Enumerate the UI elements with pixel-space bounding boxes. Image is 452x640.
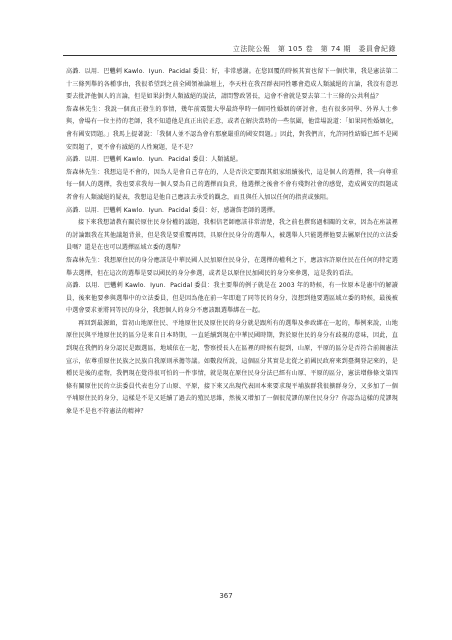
paragraph: 接下來我想請教有關於原住民身份權的議題，我相信老師應該非常清楚，我之前也撰寫過相關的文章，因為在座談裡的討論跟我在其他議題背景，但是我是要重覆再問，具原住民身分的選舉人，被選舉人只能選擇他要去屬原住民的立法委員嗎？還是在也可以選擇區域立委的選舉？ — [66, 219, 398, 252]
page-number: 367 — [219, 592, 233, 600]
paragraph: 再回到最源頭，當初山地原住民、平地原住民及原住民的身分就是跟所有的選舉及參政綁在一起的，舉例來說，山地原住民與平地原住民的區分是來自日本時期，一直延續到現在中華民國時期，對於原住民的身分有歧視的意味，因此，直到現在我們的身分認民是跟選區，地域依在一起，警察授長人在區裡的時候有提到，山原，平原的區分是否符合前揭憲法宣示，依尊重原住民族之民族自我原則承擔等議。如數段所說，這個區分其實是北從之前國民政府來到臺灣登記來的，是種民是後的產物，我們現在覺得很可怕的一件事情，就是現在原住民身分法已經有山原、平原的區分，憲法增修條文第四條有關原住民的立法委員代表也分了山原、平原，接下來又出現代表固本來要求現平埔族群我很擴群身分，又多加了一個平埔原住民的身分，這樣是不是又延續了過去的殖民思維，然後又增加了一個很荒謬的原住民身分？你認為這樣的荒謬現象是不是也不符憲法的精神？ — [66, 319, 398, 416]
paragraph: 詹森林先生：我說一個真正發生的事情，幾年前震驚大學最終學時一個同性婚姻的研討會，也有很多同學、外界人士參與，會場有一位主持的老師，我不知道他是真正出於正意，或者在解決當時的一些氛圍，他當場說道：「如果同性婚姻化，會有國安問題。」我馬上提著說：「我個人並不認為會有那麼嚴重的國安問題。」因此，對我們言，允許同性結婚已經不是國安問題了，更不會有滅絕的人性窺題，是不是？ — [66, 105, 398, 151]
paragraph: 高潞．以用．巴魕剌 Kawlo．Iyun．Pacidal 委員：人類滅絕。 — [66, 156, 242, 164]
page-header: 立法院公報 第 105 卷 第 74 期 委員會紀錄 — [232, 45, 396, 53]
transcript-body — [66, 66, 398, 419]
paragraph: 詹森林先生：我想原住民的身分應該是中華民國人民加原住民身分，在選擇的權利之下，應該容許原住民在任何的特定選舉去選擇，但在這次的選舉是要以國民的身分參選，或者是以原住民加國民的身分來參選，這是我的看法。 — [66, 256, 398, 277]
paragraph: 高潞．以用．巴魕剌 Kawlo．Iyun．Pacidal 委員：好，非常感謝。在您回覆的時候其實也留下一個伏筆，我是憲法第二十三條列舉的各種事由，我很希望到之前全國領袖論壇上，李天柱在我召群表同性哪會造成人類滅絕的言論，我沒有意思要去批評他個人的言論，但是如果針對人類滅絕的說法，請問警政署長，這會不會就是要去第二十三條的公共利益？ — [66, 68, 398, 101]
header-rule — [63, 55, 397, 56]
paragraph: 高潞．以用．巴魕剌 Kawlo．Iyun．Pacidal 委員：好，感謝詹老師的選擇。 — [66, 206, 280, 214]
paragraph: 詹森林先生：我想這是不會的，因為人是會自己存在的，人是否決定要跟其組家組續後代，這是個人的選擇，我一向尊重每一個人的選擇，我也要求我每一個人要為自己的選擇而負責，他選擇之後會不會有殘對社會的感覺，造成國安的問題或者會有人類滅絕的疑表，我想這是他自己應該去承受的觀念，而且與任入加以任何的指責或強阻。 — [66, 168, 398, 201]
paragraph: 高潞．以用．巴魕剌 Kawlo．Iyun．Pacidal 委員：我主要舉的例子就是在 2003 年的時候，有一位原本是憲中的解讀員，後來他要參與選舉中的立法委員，但是因為他在前一年即進了同等民的身分，沒想到他要選區域立委的時候，最後被中選會要求並將同等民的身分，我想個人的身分不應該跟選舉綁在一起。 — [66, 282, 398, 315]
